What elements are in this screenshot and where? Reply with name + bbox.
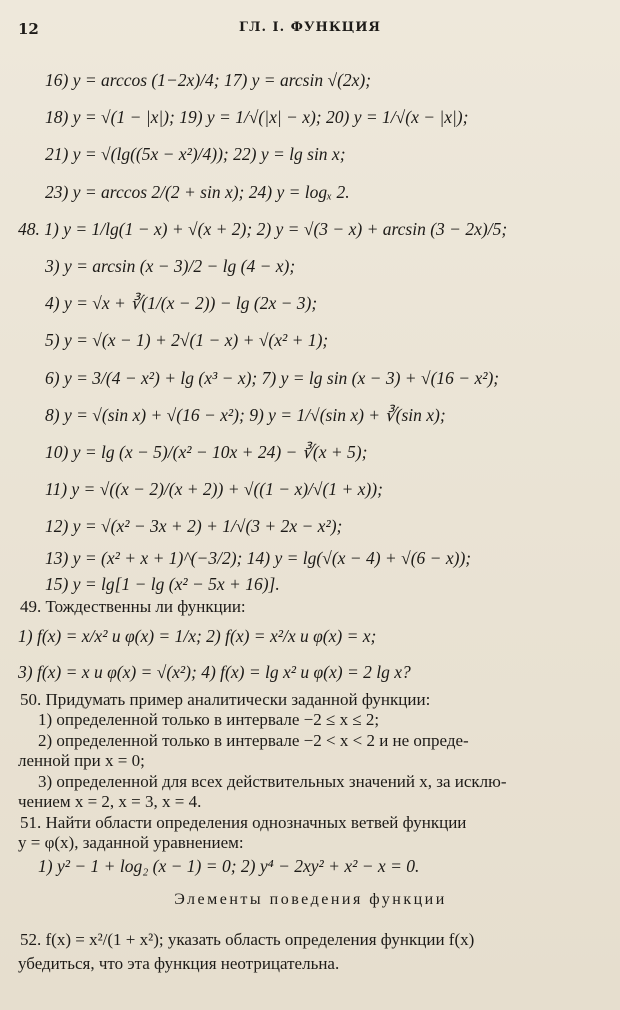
problem-52 [18, 926, 603, 975]
formula-line: 15) y = lg[1 − lg (x² − 5x + 16)]. [45, 574, 280, 595]
problem-52-line: 52. f(x) = x²/(1 + x²); указать область определения функции f(x) [20, 929, 475, 949]
page-content [18, 62, 603, 974]
formula-block [18, 62, 603, 597]
section-heading: Элементы поведения функции [174, 890, 447, 908]
formula-line: 4) y = √x + ∛(1/(x − 2)) − lg (2x − 3); [45, 293, 318, 314]
formula-line: 16) y = arccos (1−2x)/4; 17) y = arcsin √(2x); [45, 70, 372, 90]
problem-50-title: 50. Придумать пример аналитически заданной функции: [20, 689, 431, 709]
problem-50-item: 1) определенной только в интервале −2 ≤ x ≤ 2; [38, 710, 380, 730]
formula-line: 10) y = lg (x − 5)/(x² − 10x + 24) − ∛(x + 5); [45, 441, 368, 462]
problem-50 [18, 690, 603, 813]
formula-line: 6) y = 3/(4 − x²) + lg (x³ − x); 7) y = lg sin (x − 3) + √(16 − x²); [45, 367, 500, 388]
problem-50-item: чением x = 2, x = 3, x = 4. [18, 792, 202, 812]
formula-line: 23) y = arccos 2/(2 + sin x); 24) y = logₓ 2. [45, 181, 350, 202]
problem-49-title: 49. Тождественны ли функции: [20, 597, 246, 617]
problem-51-line: y = φ(x), заданной уравнением: [18, 833, 244, 853]
problem-52-line: убедиться, что эта функция неотрицательна. [18, 953, 340, 973]
page-header [18, 20, 602, 42]
formula-line: 8) y = √(sin x) + √(16 − x²); 9) y = 1/√(sin x) + ∛(sin x); [45, 404, 446, 425]
problem-51-equations: 1) y² − 1 + log₂ (x − 1) = 0; 2) y⁴ − 2xy² + x² − x = 0. [38, 855, 420, 876]
problem-50-item: 2) определенной только в интервале −2 < x < 2 и не опреде- [38, 730, 469, 750]
problem-51 [18, 813, 603, 878]
formula-line: 18) y = √(1 − |x|); 19) y = 1/√(|x| − x); 20) y = 1/√(x − |x|); [45, 107, 469, 128]
problem-51-title: 51. Найти области определения однозначных ветвей функции [20, 812, 467, 832]
formula-line: 11) y = √((x − 2)/(x + 2)) + √((1 − x)/√(1 + x)); [45, 479, 383, 500]
formula-line: 3) y = arcsin (x − 3)/2 − lg (4 − x); [45, 255, 296, 276]
chapter-title: ГЛ. I. ФУНКЦИЯ [239, 20, 381, 35]
formula-line: 5) y = √(x − 1) + 2√(1 − x) + √(x² + 1); [45, 330, 329, 351]
page-number: 12 [18, 20, 39, 38]
problem-50-item: ленной при x = 0; [18, 751, 145, 771]
formula-line: 21) y = √(lg((5x − x²)/4)); 22) y = lg sin x; [45, 144, 346, 165]
problem-49-line: 1) f(x) = x/x² и φ(x) = 1/x; 2) f(x) = x²/x и φ(x) = x; [18, 625, 377, 646]
problem-50-item: 3) определенной для всех действительных значений x, за исклю- [38, 771, 507, 791]
problem-49 [18, 597, 603, 690]
formula-line: 12) y = √(x² − 3x + 2) + 1/√(3 + 2x − x²); [45, 516, 343, 537]
formula-line: 13) y = (x² + x + 1)^(−3/2); 14) y = lg(√(x − 4) + √(6 − x)); [45, 548, 472, 569]
problem-49-line: 3) f(x) = x и φ(x) = √(x²); 4) f(x) = lg x² и φ(x) = 2 lg x? [18, 661, 411, 682]
formula-line: 48. 1) y = 1/lg(1 − x) + √(x + 2); 2) y = √(3 − x) + arcsin (3 − 2x)/5; [18, 218, 508, 239]
